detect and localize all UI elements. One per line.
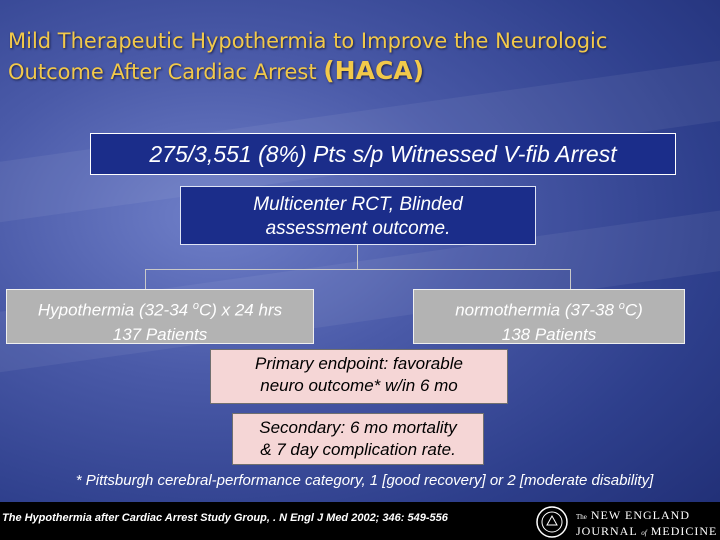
secondary-endpoint-line-2: & 7 day complication rate.	[260, 440, 456, 459]
connector-horizontal	[145, 269, 571, 270]
connector-vertical	[357, 245, 358, 269]
normothermia-arm-box	[413, 289, 685, 344]
title-line-2	[8, 56, 718, 87]
normothermia-arm-patients: 138 Patients	[501, 324, 597, 344]
hypothermia-arm-box	[6, 289, 314, 344]
normothermia-arm-unit: C)	[624, 300, 643, 320]
connector-left-drop	[145, 269, 146, 289]
secondary-endpoint-box	[232, 413, 484, 465]
title-acronym: (HACA)	[323, 56, 425, 85]
title-line-1: Mild Therapeutic Hypothermia to Improve the Neurologic	[8, 29, 608, 53]
study-design-box	[180, 186, 536, 245]
journal-logo	[576, 508, 717, 540]
normothermia-arm-line-1	[414, 294, 684, 323]
footnote: * Pittsburgh cerebral-performance category, 1 [good recovery] or 2 [moderate disability]	[75, 472, 654, 489]
journal-logo-line-1: NEW ENGLAND	[590, 508, 690, 522]
hypothermia-arm-patients: 137 Patients	[112, 324, 208, 344]
journal-logo-journal: JOURNAL	[576, 524, 638, 538]
enrollment-box	[90, 133, 676, 175]
journal-seal-icon	[535, 505, 569, 539]
hypothermia-arm-temp: Hypothermia (32-34	[37, 300, 193, 320]
degree-symbol: o	[192, 300, 199, 312]
secondary-endpoint-line-1: Secondary: 6 mo mortality	[259, 418, 457, 437]
study-design-line-1: Multicenter RCT, Blinded	[253, 194, 463, 215]
hypothermia-arm-duration: C) x 24 hrs	[198, 300, 283, 320]
normothermia-arm-temp: normothermia (37-38	[455, 300, 619, 320]
primary-endpoint-line-2: neuro outcome* w/in 6 mo	[260, 376, 458, 395]
journal-logo-of: of	[641, 529, 647, 537]
journal-logo-the: The	[576, 513, 587, 521]
hypothermia-arm-line-1	[7, 294, 313, 323]
title-line-2-text: Outcome After Cardiac Arrest	[8, 60, 324, 84]
connector-right-drop	[570, 269, 571, 289]
slide-title	[8, 26, 718, 87]
study-design-line-2: assessment outcome.	[265, 218, 451, 239]
primary-endpoint-box	[210, 349, 508, 404]
primary-endpoint-line-1: Primary endpoint: favorable	[255, 354, 463, 373]
enrollment-text: 275/3,551 (8%) Pts s/p Witnessed V-fib Arrest	[149, 141, 617, 167]
citation: The Hypothermia after Cardiac Arrest Study Group, . N Engl J Med 2002; 346: 549-556	[2, 512, 448, 524]
degree-symbol: o	[618, 300, 625, 312]
journal-logo-medicine: MEDICINE	[650, 524, 718, 538]
